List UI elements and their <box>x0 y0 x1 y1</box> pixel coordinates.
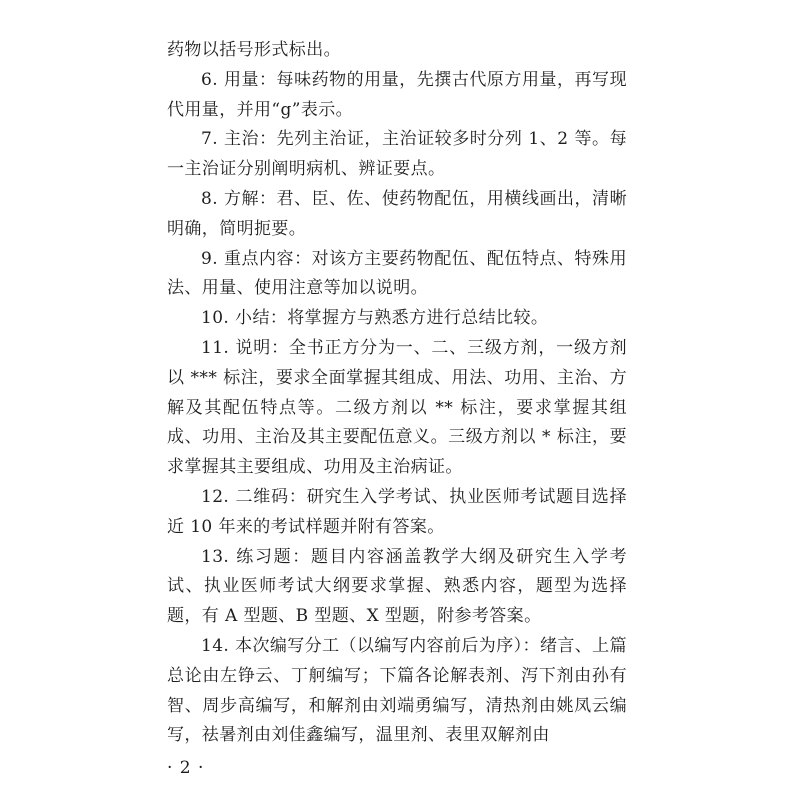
paragraph-item-6-dosage: 6. 用量：每味药物的用量，先撰古代原方用量，再写现代用量，并用“g”表示。 <box>167 69 627 120</box>
paragraph-item-9-key-points: 9. 重点内容：对该方主要药物配伍、配伍特点、特殊用法、用量、使用注意等加以说明。 <box>167 248 627 299</box>
document-page <box>167 36 627 800</box>
paragraph-item-10-summary: 10. 小结：将掌握方与熟悉方进行总结比较。 <box>201 308 549 329</box>
paragraph-item-7-indications: 7. 主治：先列主治证，主治证较多时分列 1、2 等。每一主治证分别阐明病机、辨证要点。 <box>167 129 627 180</box>
page-number: · 2 · <box>167 758 205 778</box>
paragraph-item-12-qr-code: 12. 二维码：研究生入学考试、执业医师考试题目选择近 10 年来的考试样题并附有答案。 <box>167 486 627 537</box>
paragraph-item-13-exercises: 13. 练习题：题目内容涵盖教学大纲及研究生入学考试、执业医师考试大纲要求掌握、熟悉内容，题型为选择题，有 A 型题、B 型题、X 型题，附参考答案。 <box>167 546 627 627</box>
paragraph-item-8-formula-analysis: 8. 方解：君、臣、佐、使药物配伍，用横线画出，清晰明确，简明扼要。 <box>167 188 627 239</box>
body-text <box>167 36 627 751</box>
paragraph-continuation: 药物以括号形式标出。 <box>167 40 341 60</box>
paragraph-item-14-authorship: 14. 本次编写分工（以编写内容前后为序）：绪言、上篇总论由左铮云、丁舸编写；下篇各论解表剂、泻下剂由孙有智、周步高编写，和解剂由刘端勇编写，清热剂由姚凤云编写，祛暑剂由刘佳鑫编写，温里剂、表里双解剂由 <box>167 635 627 746</box>
paragraph-item-11-notes: 11. 说明：全书正方分为一、二、三级方剂，一级方剂以 *** 标注，要求全面掌握其组成、用法、功用、主治、方解及其配伍特点等。二级方剂以 ** 标注，要求掌握其组成、功用、主治及其主要配伍意义。三级方剂以 * 标注，要求掌握其主要组成、功用及主治病证。 <box>167 337 627 478</box>
